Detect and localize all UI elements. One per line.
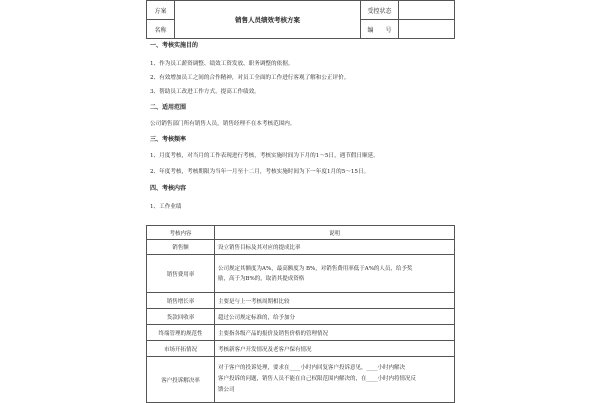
number-value bbox=[399, 20, 455, 39]
kpi-name: 销售额 bbox=[147, 240, 215, 255]
kpi-desc: 主要是与上一考核周期相比较 bbox=[215, 293, 455, 309]
document-title: 销售人员绩效考核方案 bbox=[175, 1, 361, 39]
s1-item-2: 2、有效增加员工之间的合作精神，对员工全面的工作进行客观了解和公正评价。 bbox=[150, 75, 350, 81]
control-status-label: 受控状态 bbox=[361, 1, 399, 20]
kpi-desc: 考核新客户开发情况及老客户保有情况 bbox=[215, 341, 455, 357]
name-label: 名称 bbox=[147, 20, 175, 39]
kpi-desc: 对于客户的投诉处理，要求在____小时内回复客户投诉意见，____小时内解决 客户投诉的问题，销售人员不能在自己权限范围内解决的，在____小时内将情况反 馈公司 bbox=[215, 357, 455, 403]
kpi-name: 销售增长率 bbox=[147, 293, 215, 309]
table-row bbox=[147, 341, 455, 357]
kpi-name: 市场开拓情况 bbox=[147, 341, 215, 357]
section-heading-3: 三、考核频率 bbox=[150, 136, 187, 143]
kpi-desc: 公司规定其额度为A%，最高额度为 B%，对销售费用率低于A%的人员，给予奖 励，高于为B%的，取消其提成资格 bbox=[215, 255, 455, 293]
control-status-value bbox=[399, 1, 455, 20]
section-heading-1: 一、考核实施目的 bbox=[150, 42, 199, 49]
section-heading-4: 四、考核内容 bbox=[150, 185, 187, 192]
header-table bbox=[146, 0, 455, 39]
s4-subheading: 1、工作业绩 bbox=[150, 204, 182, 210]
plan-label: 方案 bbox=[147, 1, 175, 20]
kpi-col-header-desc: 说明 bbox=[215, 226, 455, 240]
s2-text: 公司销售部门所有销售人员，销售经理不在本考核范围内。 bbox=[150, 121, 296, 127]
document-page bbox=[146, 0, 454, 400]
table-row bbox=[147, 325, 455, 341]
kpi-col-header-item: 考核内容 bbox=[147, 226, 215, 240]
s3-item-1: 1、月度考核，对当月的工作表现进行考核，考核实施时间为下月的1～5日，遇节假日顺延。 bbox=[150, 153, 379, 159]
table-row bbox=[147, 357, 455, 403]
table-row bbox=[147, 255, 455, 293]
table-row bbox=[147, 293, 455, 309]
section-heading-2: 二、适用范围 bbox=[150, 104, 187, 111]
kpi-desc: 超过公司规定标准的，给予加分 bbox=[215, 309, 455, 325]
kpi-name: 销售费用率 bbox=[147, 255, 215, 293]
s3-item-2: 2、年度考核，考核期限为当年一月至十二月，考核实施时间为下一年度1月的5～15日。 bbox=[150, 169, 370, 175]
table-row bbox=[147, 309, 455, 325]
s1-item-3: 3、帮助员工改进工作方式，提高工作绩效。 bbox=[150, 89, 260, 95]
number-label: 编 号 bbox=[361, 20, 399, 39]
kpi-name: 终端管理的规范性 bbox=[147, 325, 215, 341]
kpi-desc: 主要指各级产品的报价及销售价格的管理情况 bbox=[215, 325, 455, 341]
kpi-name: 客户投诉解决率 bbox=[147, 357, 215, 403]
kpi-table bbox=[146, 225, 455, 403]
table-row bbox=[147, 240, 455, 255]
kpi-name: 货款回收率 bbox=[147, 309, 215, 325]
kpi-desc: 设立销售目标及其对应的提成比率 bbox=[215, 240, 455, 255]
s1-item-1: 1、作为员工薪资调整、绩效工资发放、职务调整的依据。 bbox=[150, 61, 294, 67]
